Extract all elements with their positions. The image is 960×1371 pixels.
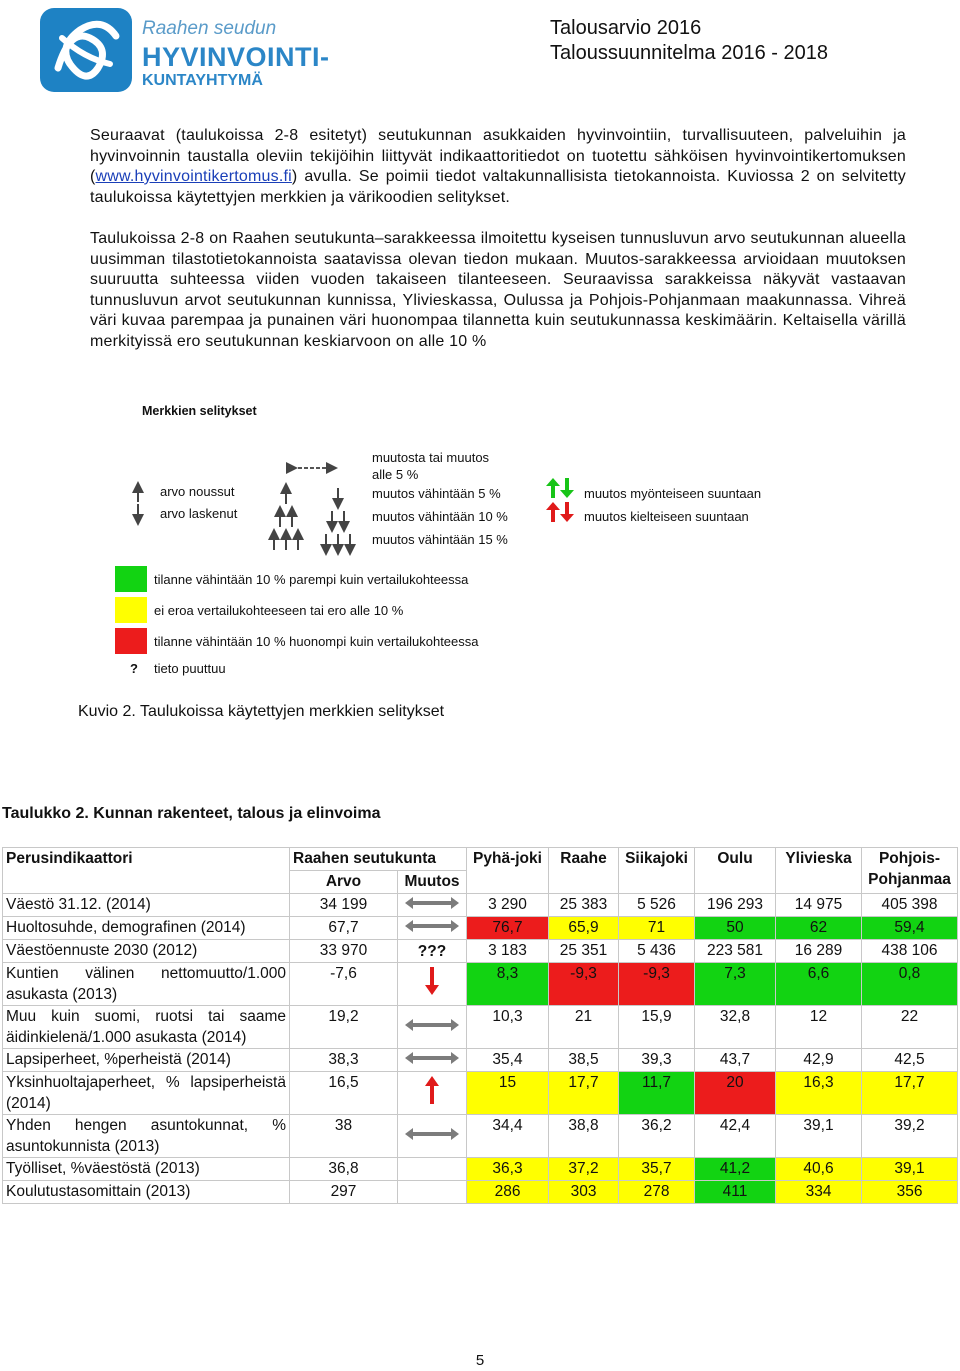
up-red-arrow-icon xyxy=(425,1076,439,1104)
row-cell: 39,2 xyxy=(862,1115,958,1158)
row-cell: 39,1 xyxy=(862,1158,958,1181)
table-row xyxy=(3,917,958,940)
legend-up-label: arvo noussut xyxy=(160,484,235,499)
row-change xyxy=(398,894,467,917)
row-cell: 34,4 xyxy=(467,1115,549,1158)
header-oulu: Oulu xyxy=(695,848,776,894)
no-change-arrow-icon xyxy=(405,1018,459,1032)
row-cell: 196 293 xyxy=(695,894,776,917)
row-cell: 7,3 xyxy=(695,963,776,1006)
up-arrow-10-icon xyxy=(280,511,292,527)
row-change: ??? xyxy=(398,940,467,963)
legend-change-15: muutos vähintään 15 % xyxy=(372,532,508,547)
table-row xyxy=(3,1115,958,1158)
row-cell: 15,9 xyxy=(619,1006,695,1049)
legend-green-text: tilanne vähintään 10 % parempi kuin vertailukohteessa xyxy=(154,572,469,587)
row-cell: 16,3 xyxy=(776,1072,862,1115)
row-cell: 0,8 xyxy=(862,963,958,1006)
legend-yellow-text: ei eroa vertailukohteeseen tai ero alle 10 % xyxy=(154,603,404,618)
row-change xyxy=(398,1115,467,1158)
hyvinvointikertomus-link[interactable]: www.hyvinvointikertomus.fi xyxy=(95,168,292,185)
row-cell: 303 xyxy=(549,1181,619,1204)
legend-red-swatch xyxy=(115,628,147,654)
organization-logo xyxy=(40,8,340,98)
row-change xyxy=(398,1072,467,1115)
row-cell: 5 526 xyxy=(619,894,695,917)
row-cell: 32,8 xyxy=(695,1006,776,1049)
row-cell: 356 xyxy=(862,1181,958,1204)
legend-green-swatch xyxy=(115,566,147,592)
row-label: Muu kuin suomi, ruotsi tai saame äidinkielenä/1.000 asukasta (2014) xyxy=(3,1006,290,1049)
row-cell: 21 xyxy=(549,1006,619,1049)
row-value: 34 199 xyxy=(290,894,398,917)
legend-same-line2: alle 5 % xyxy=(372,467,419,482)
legend-change-10: muutos vähintään 10 % xyxy=(372,509,508,524)
row-value: 38,3 xyxy=(290,1049,398,1072)
row-cell: 41,2 xyxy=(695,1158,776,1181)
row-label: Huoltosuhde, demografinen (2014) xyxy=(3,917,290,940)
row-cell: 17,7 xyxy=(549,1072,619,1115)
legend-title: Merkkien selitykset xyxy=(142,404,257,418)
table-row xyxy=(3,940,958,963)
row-cell: 36,3 xyxy=(467,1158,549,1181)
row-cell: 223 581 xyxy=(695,940,776,963)
header-value: Arvo xyxy=(290,871,398,894)
row-change xyxy=(398,1049,467,1072)
legend-yellow-swatch xyxy=(115,597,147,623)
row-label: Lapsiperheet, %perheistä (2014) xyxy=(3,1049,290,1072)
row-label: Koulutustasomittain (2013) xyxy=(3,1181,290,1204)
logo-line-2: HYVINVOINTI- xyxy=(142,42,330,72)
row-cell: 17,7 xyxy=(862,1072,958,1115)
row-cell: 12 xyxy=(776,1006,862,1049)
row-cell: 76,7 xyxy=(467,917,549,940)
row-cell: 10,3 xyxy=(467,1006,549,1049)
down-arrow-10-icon xyxy=(332,511,344,527)
document-title: Talousarvio 2016 xyxy=(550,17,702,39)
legend-same-line1: muutosta tai muutos xyxy=(372,450,490,465)
row-cell: 438 106 xyxy=(862,940,958,963)
row-cell: 334 xyxy=(776,1181,862,1204)
row-cell: 42,9 xyxy=(776,1049,862,1072)
table-row xyxy=(3,1072,958,1115)
row-label: Yksinhuoltajaperheet, % lapsiperheistä (2014) xyxy=(3,1072,290,1115)
figure-caption: Kuvio 2. Taulukoissa käytettyjen merkkien selitykset xyxy=(78,703,445,720)
table-row xyxy=(3,1006,958,1049)
no-change-arrow-icon xyxy=(405,1127,459,1141)
row-cell: 3 290 xyxy=(467,894,549,917)
logo-line-1: Raahen seudun xyxy=(142,18,277,39)
row-value: 16,5 xyxy=(290,1072,398,1115)
logo-line-3: KUNTAYHTYMÄ xyxy=(142,72,263,89)
row-cell: 59,4 xyxy=(862,917,958,940)
row-cell: 35,4 xyxy=(467,1049,549,1072)
legend-figure xyxy=(110,392,762,682)
row-label: Kuntien välinen nettomuutto/1.000 asukasta (2013) xyxy=(3,963,290,1006)
no-change-arrow-icon xyxy=(405,896,459,910)
legend-negative: muutos kielteiseen suuntaan xyxy=(584,509,749,524)
row-cell: 37,2 xyxy=(549,1158,619,1181)
row-change xyxy=(398,1158,467,1181)
row-value: 33 970 xyxy=(290,940,398,963)
change-direction-arrows-icon xyxy=(546,478,576,528)
row-cell: 65,9 xyxy=(549,917,619,940)
row-cell: 14 975 xyxy=(776,894,862,917)
row-value: 297 xyxy=(290,1181,398,1204)
page-number: 5 xyxy=(475,1352,485,1369)
header-ylivieska: Ylivieska xyxy=(776,848,862,894)
legend-down-label: arvo laskenut xyxy=(160,506,238,521)
header-pyhajoki: Pyhä-joki xyxy=(467,848,549,894)
legend-missing-text: tieto puuttuu xyxy=(154,661,226,676)
row-cell: 25 383 xyxy=(549,894,619,917)
row-cell: -9,3 xyxy=(549,963,619,1006)
row-cell: 42,5 xyxy=(862,1049,958,1072)
row-cell: 11,7 xyxy=(619,1072,695,1115)
knot-logo-icon xyxy=(40,8,132,92)
row-cell: 25 351 xyxy=(549,940,619,963)
row-cell: 278 xyxy=(619,1181,695,1204)
row-cell: 43,7 xyxy=(695,1049,776,1072)
row-value: 19,2 xyxy=(290,1006,398,1049)
row-cell: 40,6 xyxy=(776,1158,862,1181)
legend-red-text: tilanne vähintään 10 % huonompi kuin vertailukohteessa xyxy=(154,634,479,649)
intro-paragraph-2: Taulukoissa 2-8 on Raahen seutukunta–sarakkeessa ilmoitettu kyseisen tunnusluvun arvo seutukunnan alueella uusimman tilastotietokannoista saatavissa olevan tiedon mukaan. Muutos-sarakkeessa arvioidaan muutoksen suuruutta suhteessa viiden vuoden takaiseen tilanteeseen. Seuraavissa sarakkeissa näkyvät vastaavan tunnusluvun arvot seutukunnan kunnissa, Ylivieskassa, Oulussa ja Pohjois-Pohjanmaan maakunnassa. Vihreä väri kuvaa parempaa ja punainen väri huonompaa tilannetta kuin seutukunnassa keskimäärin. Keltaisella värillä merkityissä ero seutukunnan keskiarvoon on alle 10 % xyxy=(90,230,906,350)
row-label: Väestö 31.12. (2014) xyxy=(3,894,290,917)
row-cell: 8,3 xyxy=(467,963,549,1006)
row-value: 36,8 xyxy=(290,1158,398,1181)
row-label: Väestöennuste 2030 (2012) xyxy=(3,940,290,963)
header-raahe: Raahe xyxy=(549,848,619,894)
intro-p1-text-b: ) avulla. Se poimii tiedot valtakunnallisista tietokannoista. Kuviossa 2 on selvitetty taulukoissa käytettyjen merkkien ja värikoodien selitykset. xyxy=(90,168,906,206)
down-red-arrow-icon xyxy=(425,967,439,995)
header-pohjois-pohjanmaa: Pohjois-Pohjanmaa xyxy=(862,848,958,894)
up-arrow-15-icon xyxy=(274,534,298,550)
legend-change-5: muutos vähintään 5 % xyxy=(372,486,501,501)
row-cell: 286 xyxy=(467,1181,549,1204)
header-change: Muutos xyxy=(398,871,467,894)
no-change-arrow-icon xyxy=(405,1051,459,1065)
row-cell: 35,7 xyxy=(619,1158,695,1181)
row-change xyxy=(398,1006,467,1049)
row-cell: -9,3 xyxy=(619,963,695,1006)
table-row xyxy=(3,894,958,917)
row-value: 38 xyxy=(290,1115,398,1158)
table-row xyxy=(3,1158,958,1181)
row-cell: 20 xyxy=(695,1072,776,1115)
row-change xyxy=(398,1181,467,1204)
row-cell: 5 436 xyxy=(619,940,695,963)
legend-positive: muutos myönteiseen suuntaan xyxy=(584,486,762,501)
header-region: Raahen seutukunta xyxy=(290,848,467,871)
row-label: Työlliset, %väestöstä (2013) xyxy=(3,1158,290,1181)
header-indicator: Perusindikaattori xyxy=(3,848,290,894)
row-cell: 411 xyxy=(695,1181,776,1204)
intro-p1-text-a: Seuraavat (taulukoissa 2-8 esitetyt) seutukunnan asukkaiden hyvinvointiin, turvallisuuteen, palveluihin ja hyvinvoinnin taustalla oleviin tekijöihin liittyvät indikaattoritiedot on tuotettu sähköisen hyvinvointikertomuksen ( xyxy=(90,127,906,185)
document-subtitle: Taloussuunnitelma 2016 - 2018 xyxy=(550,42,828,64)
row-cell: 71 xyxy=(619,917,695,940)
row-cell: 62 xyxy=(776,917,862,940)
row-change xyxy=(398,963,467,1006)
row-cell: 15 xyxy=(467,1072,549,1115)
table-caption: Taulukko 2. Kunnan rakenteet, talous ja elinvoima xyxy=(2,805,381,822)
row-value: 67,7 xyxy=(290,917,398,940)
intro-paragraph-1 xyxy=(90,126,906,208)
table-row xyxy=(3,1049,958,1072)
row-cell: 50 xyxy=(695,917,776,940)
row-change xyxy=(398,917,467,940)
indicator-table xyxy=(2,847,958,1204)
row-cell: 39,1 xyxy=(776,1115,862,1158)
table-row xyxy=(3,1181,958,1204)
row-cell: 3 183 xyxy=(467,940,549,963)
row-value: -7,6 xyxy=(290,963,398,1006)
row-cell: 36,2 xyxy=(619,1115,695,1158)
row-cell: 42,4 xyxy=(695,1115,776,1158)
row-cell: 38,5 xyxy=(549,1049,619,1072)
no-change-arrow-icon xyxy=(405,919,459,933)
row-cell: 38,8 xyxy=(549,1115,619,1158)
row-cell: 405 398 xyxy=(862,894,958,917)
row-cell: 16 289 xyxy=(776,940,862,963)
legend-missing-symbol: ? xyxy=(130,661,138,676)
row-cell: 6,6 xyxy=(776,963,862,1006)
table-row xyxy=(3,963,958,1006)
row-label: Yhden hengen asuntokunnat, % asuntokunnista (2013) xyxy=(3,1115,290,1158)
row-cell: 39,3 xyxy=(619,1049,695,1072)
row-cell: 22 xyxy=(862,1006,958,1049)
header-siikajoki: Siikajoki xyxy=(619,848,695,894)
down-arrow-15-icon xyxy=(326,534,350,550)
